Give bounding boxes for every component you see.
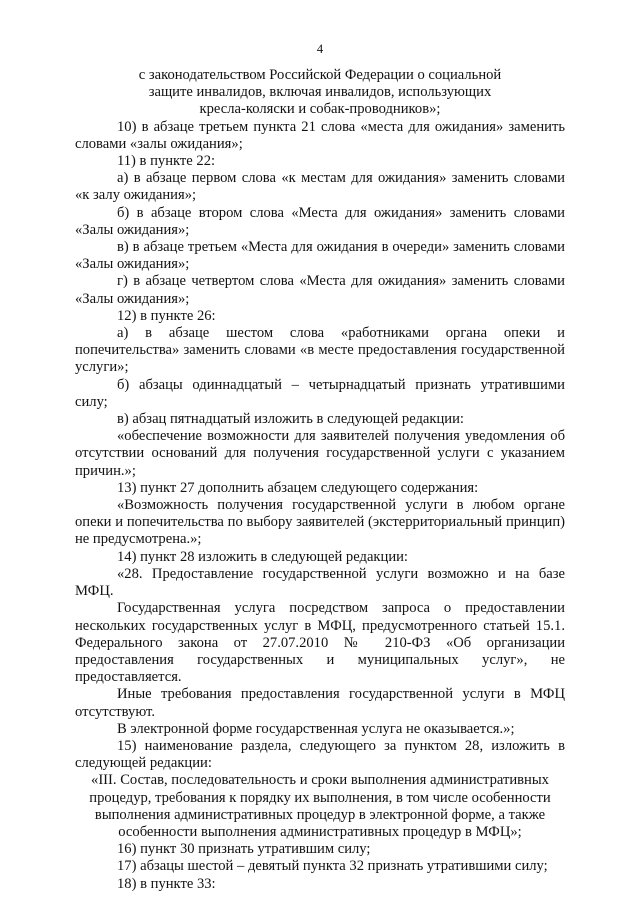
paragraph: б) в абзаце втором слова «Места для ожидания» заменить словами «Залы ожидания»; xyxy=(75,204,565,238)
intro-line: защите инвалидов, включая инвалидов, использующих xyxy=(148,84,492,101)
intro-line: кресла-коляски и собак-проводников»; xyxy=(199,101,441,118)
paragraph: 12) в пункте 26: xyxy=(117,307,216,324)
paragraph: в) в абзаце третьем «Места для ожидания в очереди» заменить словами «Залы ожидания»; xyxy=(75,239,565,273)
paragraph: В электронной форме государственная услуга не оказывается.»; xyxy=(117,720,515,737)
paragraph: г) в абзаце четвертом слова «Места для ожидания» заменить словами «Залы ожидания»; xyxy=(75,273,565,307)
section-heading xyxy=(75,772,565,841)
document-body xyxy=(75,67,565,893)
intro-line: с законодательством Российской Федерации о социальной xyxy=(138,67,502,83)
paragraph: Государственная услуга посредством запроса о предоставлении нескольких государственных услуг в МФЦ, предусмотренного статьей 15.1. Федерального закона от 27.07.2010 № 210-ФЗ «Об организации предоставления государственных и муниципальных услуг», не предоставляется. xyxy=(75,600,565,686)
paragraph: «Возможность получения государственной услуги в любом органе опеки и попечительства по выбору заявителей (экстерриториальный принцип) не предусмотрена.»; xyxy=(75,497,565,548)
paragraph: 18) в пункте 33: xyxy=(117,875,216,892)
intro-block xyxy=(75,67,565,119)
paragraph: «обеспечение возможности для заявителей получения уведомления об отсутствии оснований для получения государственной услуги с указанием причин.»; xyxy=(75,428,565,479)
heading-line: «III. Состав, последовательность и сроки выполнения административных xyxy=(91,772,549,789)
paragraph: 17) абзацы шестой – девятый пункта 32 признать утратившими силу; xyxy=(117,858,548,875)
heading-line: особенности выполнения административных процедур в МФЦ»; xyxy=(118,823,522,840)
paragraph: а) в абзаце первом слова «к местам для ожидания» заменить словами «к залу ожидания»; xyxy=(75,170,565,204)
paragraph: «28. Предоставление государственной услуги возможно и на базе МФЦ. xyxy=(75,565,565,600)
paragraph: в) абзац пятнадцатый изложить в следующей редакции: xyxy=(117,411,464,428)
page-number: 4 xyxy=(316,42,324,56)
paragraph: 16) пункт 30 признать утратившим силу; xyxy=(117,841,371,858)
paragraph: а) в абзаце шестом слова «работниками органа опеки и попечительства» заменить словами «в месте предоставления государственной услуги»; xyxy=(75,325,565,376)
paragraph: Иные требования предоставления государственной услуги в МФЦ отсутствуют. xyxy=(75,686,565,720)
paragraph: б) абзацы одиннадцатый – четырнадцатый признать утратившими силу; xyxy=(75,376,565,410)
paragraph: 10) в абзаце третьем пункта 21 слова «места для ожидания» заменить словами «залы ожидания»; xyxy=(75,118,565,152)
paragraph: 13) пункт 27 дополнить абзацем следующего содержания: xyxy=(117,479,479,496)
heading-line: процедур, требования к порядку их выполнения, в том числе особенности xyxy=(89,789,551,806)
heading-line: выполнения административных процедур в электронной форме, а также xyxy=(94,806,546,823)
paragraph: 11) в пункте 22: xyxy=(117,153,216,170)
paragraph: 14) пункт 28 изложить в следующей редакции: xyxy=(117,548,408,565)
paragraph: 15) наименование раздела, следующего за пунктом 28, изложить в следующей редакции: xyxy=(75,737,565,772)
